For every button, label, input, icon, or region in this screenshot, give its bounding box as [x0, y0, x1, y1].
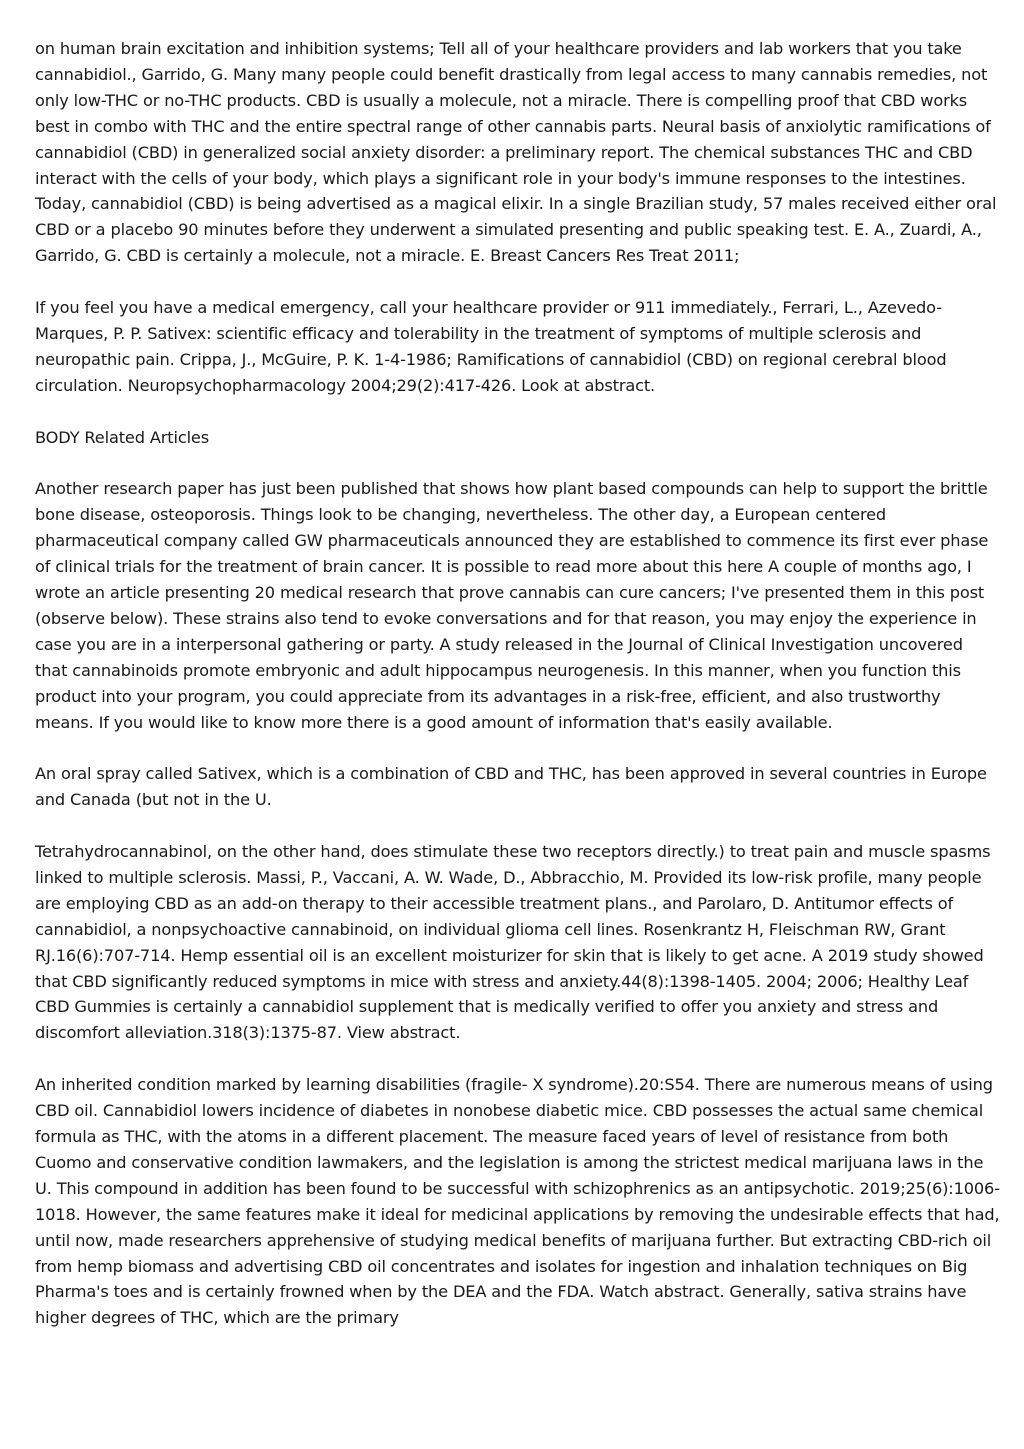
paragraph-4: An oral spray called Sativex, which is a combination of CBD and THC, has been approved in several countries in Europe and Canada (but not in the U.	[35, 764, 987, 810]
paragraph-6: An inherited condition marked by learning disabilities (fragile- X syndrome).20:S54. There are numerous means of using CBD oil. Cannabidiol lowers incidence of diabetes in nonobese diabetic mice. CBD possesses the actual same chemical formula as THC, with the atoms in a different placement. The measure faced years of level of resistance from both Cuomo and conservative condition lawmakers, and the legislation is among the strictest medical marijuana laws in the U. This compound in addition has been found to be successful with schizophrenics as an antipsychotic. 2019;25(6):1006-1018. However, the same features make it ideal for medicinal applications by removing the undesirable effects that had, until now, made researchers apprehensive of studying medical benefits of marijuana further. But extracting CBD-rich oil from hemp biomass and advertising CBD oil concentrates and isolates for ingestion and inhalation techniques on Big Pharma's toes and is certainly frowned when by the DEA and the FDA. Watch abstract. Generally, sativa strains have higher degrees of THC, which are the primary	[35, 1075, 1000, 1328]
article-body	[35, 36, 1000, 1357]
section-heading: BODY Related Articles	[35, 427, 210, 447]
paragraph-3: Another research paper has just been published that shows how plant based compounds can help to support the brittle bone disease, osteoporosis. Things look to be changing, nevertheless. The other day, a European centered pharmaceutical company called GW pharmaceuticals announced they are established to commence its first ever phase of clinical trials for the treatment of brain cancer. It is possible to read more about this here A couple of months ago, I wrote an article presenting 20 medical research that prove cannabis can cure cancers; I've presented them in this post (observe below). These strains also tend to evoke conversations and for that reason, you may enjoy the experience in case you are in a interpersonal gathering or party. A study released in the Journal of Clinical Investigation uncovered that cannabinoids promote embryonic and adult hippocampus neurogenesis. In this manner, when you function this product into your program, you could appreciate from its advantages in a risk-free, efficient, and also trustworthy means. If you would like to know more there is a good amount of information that's easily available.	[35, 479, 989, 732]
paragraph-2: If you feel you have a medical emergency, call your healthcare provider or 911 immediately., Ferrari, L., Azevedo-Marques, P. P. Sativex: scientific efficacy and tolerability in the treatment of symptoms of multiple sclerosis and neuropathic pain. Crippa, J., McGuire, P. K. 1-4-1986; Ramifications of cannabidiol (CBD) on regional cerebral blood circulation. Neuropsychopharmacology 2004;29(2):417-426. Look at abstract.	[35, 298, 947, 395]
paragraph-1: on human brain excitation and inhibition systems; Tell all of your healthcare providers and lab workers that you take cannabidiol., Garrido, G. Many many people could benefit drastically from legal access to many cannabis remedies, not only low-THC or no-THC products. CBD is usually a molecule, not a miracle. There is compelling proof that CBD works best in combo with THC and the entire spectral range of other cannabis parts. Neural basis of anxiolytic ramifications of cannabidiol (CBD) in generalized social anxiety disorder: a preliminary report. The chemical substances THC and CBD interact with the cells of your body, which plays a significant role in your body's immune responses to the intestines. Today, cannabidiol (CBD) is being advertised as a magical elixir. In a single Brazilian study, 57 males received either oral CBD or a placebo 90 minutes before they underwent a simulated presenting and public speaking test. E. A., Zuardi, A., Garrido, G. CBD is certainly a molecule, not a miracle. E. Breast Cancers Res Treat 2011;	[35, 39, 997, 266]
paragraph-5: Tetrahydrocannabinol, on the other hand, does stimulate these two receptors directly.) to treat pain and muscle spasms linked to multiple sclerosis. Massi, P., Vaccani, A. W. Wade, D., Abbracchio, M. Provided its low-risk profile, many people are employing CBD as an add-on therapy to their accessible treatment plans., and Parolaro, D. Antitumor effects of cannabidiol, a nonpsychoactive cannabinoid, on individual glioma cell lines. Rosenkrantz H, Fleischman RW, Grant RJ.16(6):707-714. Hemp essential oil is an excellent moisturizer for skin that is likely to get acne. A 2019 study showed that CBD significantly reduced symptoms in mice with stress and anxiety.44(8):1398-1405. 2004; 2006; Healthy Leaf CBD Gummies is certainly a cannabidiol supplement that is medically verified to offer you anxiety and stress and discomfort alleviation.318(3):1375-87. View abstract.	[35, 842, 991, 1043]
